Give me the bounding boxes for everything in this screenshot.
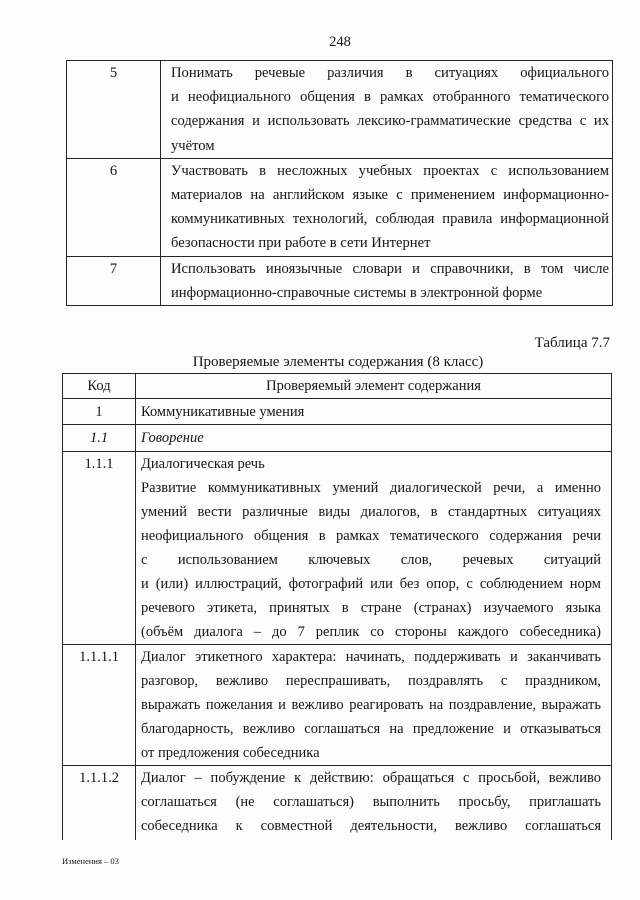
text-line: и (или) иллюстраций, фотографий или без опор, с соблюдением норм	[141, 576, 601, 592]
text-line: Использовать иноязычные словари и справочники, в том числе	[171, 260, 609, 277]
row-text	[161, 61, 613, 159]
text-line: с использованием ключевых слов, речевых ситуаций	[141, 552, 601, 568]
text-line: содержания и использовать лексико-грамматические средства с их	[171, 113, 609, 130]
row-number: 7	[67, 256, 161, 305]
table-title: Проверяемые элементы содержания (8 класс)	[192, 354, 484, 370]
text-line: информационно-справочные системы в электронной форме	[171, 284, 543, 301]
row-number: 6	[67, 158, 161, 256]
table-row	[63, 452, 612, 645]
row-number: 5	[67, 61, 161, 159]
page-number: 248	[329, 34, 351, 50]
text-line: неофициального общения в рамках тематического содержания речи	[141, 528, 601, 544]
column-header-element: Проверяемый элемент содержания	[136, 374, 612, 399]
text-line: благодарность, вежливо соглашаться на предложение и отказываться	[141, 721, 601, 737]
text-line: речевого этикета, принятых в стране (странах) изучаемого языка	[141, 600, 601, 616]
text-line: безопасности при работе в сети Интернет	[171, 235, 431, 252]
text-line: материалов на английском языке с применением информационно-	[171, 187, 609, 204]
text-line: учётом	[171, 137, 215, 154]
table-row	[63, 425, 612, 452]
element-heading: Диалогическая речь	[141, 456, 265, 472]
table-row	[67, 158, 613, 256]
text-line: от предложения собеседника	[141, 745, 320, 761]
column-header-code: Код	[63, 374, 136, 399]
table-row	[63, 399, 612, 425]
element-heading: Коммуникативные умения	[136, 399, 612, 425]
text-line: Диалог этикетного характера: начинать, поддерживать и заканчивать	[141, 649, 601, 665]
text-line: Понимать речевые различия в ситуациях официального	[171, 65, 609, 81]
element-description	[136, 766, 612, 841]
table-row	[67, 61, 613, 159]
text-line: собеседника к совместной деятельности, вежливо соглашаться	[141, 818, 601, 834]
text-line: соглашаться (не соглашаться) выполнить просьбу, приглашать	[141, 794, 601, 810]
table-header-row	[63, 374, 612, 399]
element-code: 1.1.1.2	[63, 766, 136, 841]
element-description	[136, 452, 612, 645]
row-text	[161, 256, 613, 305]
text-line: разговор, вежливо переспрашивать, поздравлять с праздником,	[141, 673, 601, 689]
element-code: 1.1	[63, 425, 136, 452]
table-row	[67, 256, 613, 305]
requirements-table-continued	[66, 60, 613, 306]
row-text	[161, 158, 613, 256]
content-elements-table	[62, 373, 612, 840]
element-code: 1	[63, 399, 136, 425]
text-line: Диалог – побуждение к действию: обращаться с просьбой, вежливо	[141, 770, 601, 786]
text-line: умений вести различные виды диалогов, в стандартных ситуациях	[141, 504, 601, 520]
text-line: (объём диалога – до 7 реплик со стороны каждого собеседника)	[141, 624, 601, 640]
text-line: Развитие коммуникативных умений диалогической речи, а именно	[141, 480, 601, 496]
text-line: коммуникативных технологий, соблюдая правила информационной	[171, 211, 609, 228]
table-row	[63, 645, 612, 766]
element-heading: Говорение	[136, 425, 612, 452]
element-code: 1.1.1.1	[63, 645, 136, 766]
table-caption: Таблица 7.7	[534, 335, 610, 351]
revision-note: Изменения – 03	[62, 856, 119, 866]
table-row	[63, 766, 612, 841]
text-line: Участвовать в несложных учебных проектах с использованием	[171, 162, 609, 179]
text-line: выражать пожелания и вежливо реагировать на поздравление, выражать	[141, 697, 601, 713]
text-line: и неофициального общения в рамках отобранного тематического	[171, 89, 609, 106]
element-description	[136, 645, 612, 766]
element-code: 1.1.1	[63, 452, 136, 645]
